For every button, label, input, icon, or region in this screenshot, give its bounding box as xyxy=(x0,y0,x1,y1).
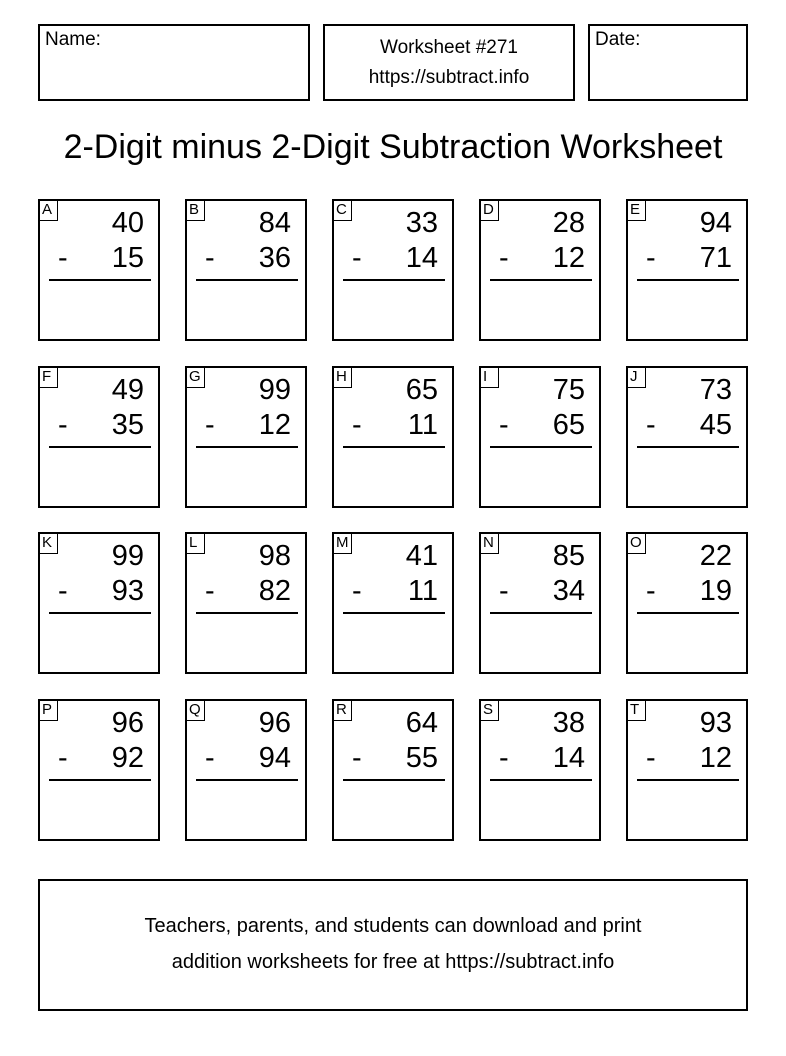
problem-box[interactable] xyxy=(479,532,601,674)
problem-box[interactable] xyxy=(626,199,748,341)
answer-line xyxy=(343,612,445,614)
minuend: 33 xyxy=(405,207,438,239)
minuend: 64 xyxy=(405,707,438,739)
answer-line xyxy=(343,446,445,448)
minuend: 38 xyxy=(552,707,585,739)
problem-letter: E xyxy=(626,199,646,221)
minuend: 99 xyxy=(111,540,144,572)
minuend: 84 xyxy=(258,207,291,239)
answer-line xyxy=(196,779,298,781)
problem-letter: F xyxy=(38,366,58,388)
minuend: 96 xyxy=(258,707,291,739)
problem-box[interactable] xyxy=(38,366,160,508)
problem-box[interactable] xyxy=(185,366,307,508)
problem-letter: B xyxy=(185,199,205,221)
problem-letter: H xyxy=(332,366,352,388)
problem-letter: P xyxy=(38,699,58,721)
minus-sign: - xyxy=(58,242,68,274)
footer-line-2: addition worksheets for free at https://subtract.info xyxy=(171,951,615,973)
problem-letter: K xyxy=(38,532,58,554)
problem-letter: N xyxy=(479,532,499,554)
problem-letter: M xyxy=(332,532,352,554)
subtrahend: 14 xyxy=(552,742,585,774)
problem-letter: R xyxy=(332,699,352,721)
problem-letter: L xyxy=(185,532,205,554)
problem-box[interactable] xyxy=(626,532,748,674)
minus-sign: - xyxy=(646,242,656,274)
answer-line xyxy=(637,612,739,614)
answer-line xyxy=(196,612,298,614)
subtrahend: 11 xyxy=(407,409,438,441)
minuend: 94 xyxy=(699,207,732,239)
subtrahend: 34 xyxy=(552,575,585,607)
footer-box xyxy=(38,879,748,1011)
minus-sign: - xyxy=(352,242,362,274)
subtrahend: 55 xyxy=(405,742,438,774)
answer-line xyxy=(196,279,298,281)
subtrahend: 14 xyxy=(405,242,438,274)
minuend: 40 xyxy=(111,207,144,239)
subtrahend: 35 xyxy=(111,409,144,441)
problem-letter: J xyxy=(626,366,646,388)
problem-box[interactable] xyxy=(479,366,601,508)
problem-letter: C xyxy=(332,199,352,221)
problem-letter: A xyxy=(38,199,58,221)
minuend: 93 xyxy=(699,707,732,739)
problem-box[interactable] xyxy=(479,699,601,841)
page-title: 2-Digit minus 2-Digit Subtraction Worksheet xyxy=(63,128,723,166)
subtrahend: 36 xyxy=(258,242,291,274)
worksheet-number: Worksheet #271 xyxy=(379,37,518,58)
minuend: 65 xyxy=(405,374,438,406)
problem-box[interactable] xyxy=(38,699,160,841)
minuend: 96 xyxy=(111,707,144,739)
problem-box[interactable] xyxy=(626,366,748,508)
subtrahend: 92 xyxy=(111,742,144,774)
answer-line xyxy=(490,779,592,781)
answer-line xyxy=(49,279,151,281)
subtrahend: 93 xyxy=(111,575,144,607)
answer-line xyxy=(490,279,592,281)
minus-sign: - xyxy=(646,742,656,774)
problem-box[interactable] xyxy=(185,699,307,841)
answer-line xyxy=(637,279,739,281)
minuend: 85 xyxy=(552,540,585,572)
problem-letter: T xyxy=(626,699,646,721)
minus-sign: - xyxy=(58,742,68,774)
date-label: Date: xyxy=(595,29,641,50)
answer-line xyxy=(637,446,739,448)
problem-box[interactable] xyxy=(332,699,454,841)
subtrahend: 11 xyxy=(407,575,438,607)
problem-box[interactable] xyxy=(479,199,601,341)
name-label: Name: xyxy=(45,29,101,50)
minuend: 22 xyxy=(699,540,732,572)
minus-sign: - xyxy=(352,742,362,774)
problem-letter: Q xyxy=(185,699,205,721)
minus-sign: - xyxy=(205,409,215,441)
minus-sign: - xyxy=(646,409,656,441)
minuend: 73 xyxy=(699,374,732,406)
subtrahend: 94 xyxy=(258,742,291,774)
answer-line xyxy=(49,779,151,781)
problem-letter: D xyxy=(479,199,499,221)
problem-letter: G xyxy=(185,366,205,388)
answer-line xyxy=(196,446,298,448)
subtrahend: 15 xyxy=(111,242,144,274)
problem-letter: I xyxy=(479,366,499,388)
answer-line xyxy=(490,612,592,614)
minus-sign: - xyxy=(352,575,362,607)
minus-sign: - xyxy=(499,242,509,274)
footer-line-1: Teachers, parents, and students can download and print xyxy=(144,915,642,937)
minus-sign: - xyxy=(352,409,362,441)
minuend: 41 xyxy=(405,540,438,572)
minus-sign: - xyxy=(499,575,509,607)
minuend: 49 xyxy=(111,374,144,406)
problem-box[interactable] xyxy=(38,532,160,674)
problem-box[interactable] xyxy=(185,199,307,341)
subtrahend: 65 xyxy=(552,409,585,441)
subtrahend: 12 xyxy=(699,742,732,774)
problem-letter: S xyxy=(479,699,499,721)
minus-sign: - xyxy=(58,409,68,441)
minus-sign: - xyxy=(58,575,68,607)
minuend: 28 xyxy=(552,207,585,239)
minuend: 75 xyxy=(552,374,585,406)
answer-line xyxy=(490,446,592,448)
subtrahend: 82 xyxy=(258,575,291,607)
problem-box[interactable] xyxy=(185,532,307,674)
subtrahend: 12 xyxy=(552,242,585,274)
problem-box[interactable] xyxy=(38,199,160,341)
subtrahend: 45 xyxy=(699,409,732,441)
minus-sign: - xyxy=(205,742,215,774)
answer-line xyxy=(637,779,739,781)
minus-sign: - xyxy=(205,575,215,607)
answer-line xyxy=(49,612,151,614)
problem-letter: O xyxy=(626,532,646,554)
problem-box[interactable] xyxy=(332,199,454,341)
minuend: 98 xyxy=(258,540,291,572)
minuend: 99 xyxy=(258,374,291,406)
site-url: https://subtract.info xyxy=(368,67,530,88)
answer-line xyxy=(49,446,151,448)
minus-sign: - xyxy=(499,409,509,441)
answer-line xyxy=(343,779,445,781)
problem-box[interactable] xyxy=(332,532,454,674)
subtrahend: 12 xyxy=(258,409,291,441)
minus-sign: - xyxy=(646,575,656,607)
subtrahend: 19 xyxy=(699,575,732,607)
minus-sign: - xyxy=(499,742,509,774)
answer-line xyxy=(343,279,445,281)
problem-box[interactable] xyxy=(332,366,454,508)
subtrahend: 71 xyxy=(699,242,732,274)
problem-box[interactable] xyxy=(626,699,748,841)
minus-sign: - xyxy=(205,242,215,274)
